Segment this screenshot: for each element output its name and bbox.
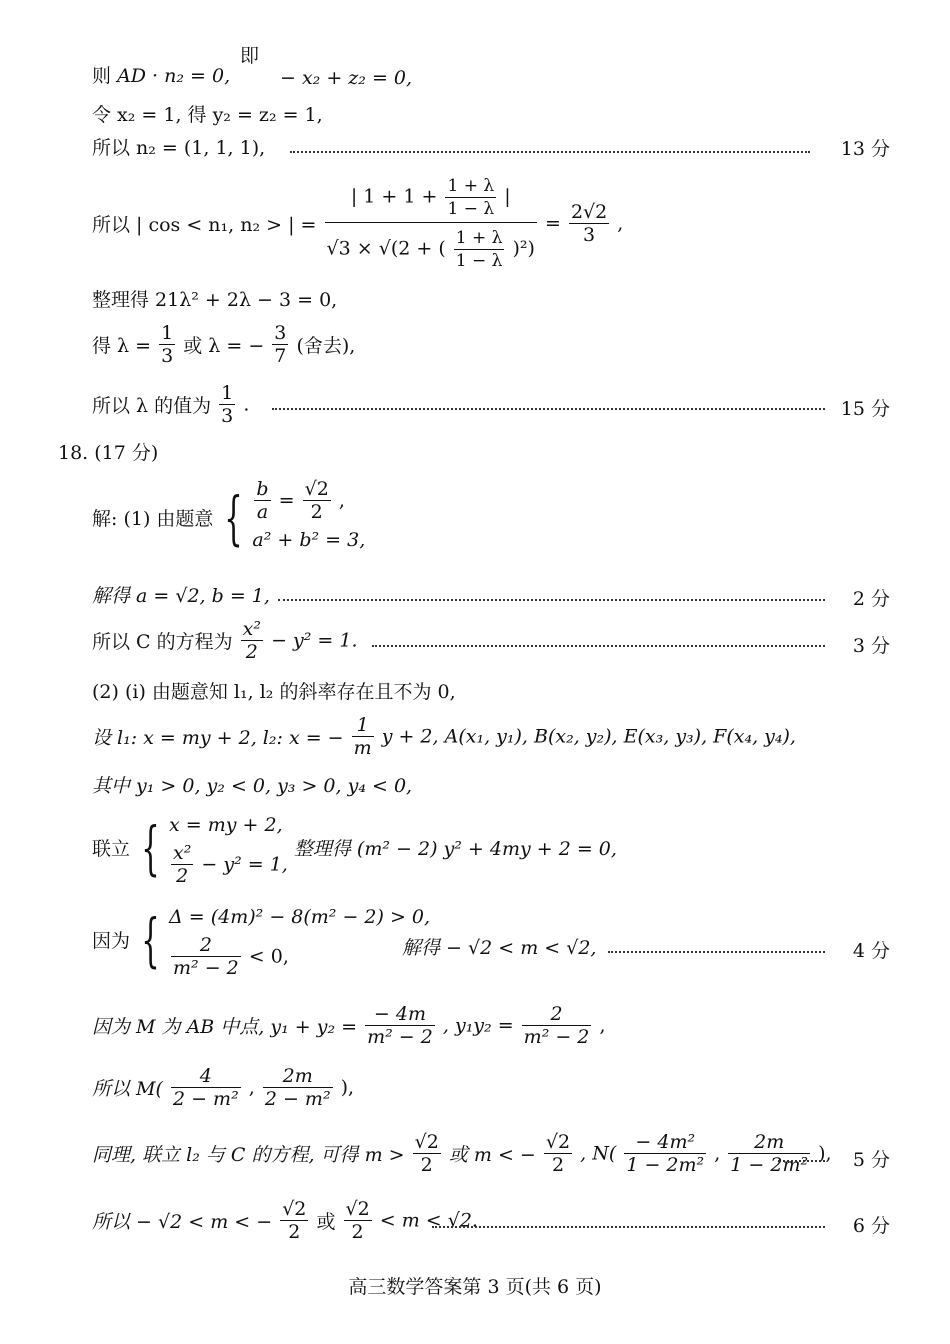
dot-leader: [290, 151, 810, 153]
text-solve-m-range: 解得 − √2 < m < √2,: [402, 937, 597, 959]
dot-leader: [278, 599, 825, 601]
line-similarly-n: 同理, 联立 l₂ 与 C 的方程, 可得 m > $\frac{√2}{2}$ 或 m < − $\frac{√2}{2}$ , N( $\frac{\text{− 4m²}}{\text{1 − 2m²}}$ , $\frac{2m}{\text{1 − 2m²}}$ ),: [92, 1131, 832, 1176]
line-point-m: 所以 M( $\frac{4}{\text{2 − m²}}$ , $\frac{2m}{\text{2 − m²}}$ ),: [92, 1065, 355, 1110]
score-13: 13 分: [840, 138, 890, 160]
score-15: 15 分: [840, 398, 890, 420]
line-set-lines: 设 l₁: x = my + 2, l₂: x = − $\frac{1}{m}$ y + 2, A(x₁, y₁), B(x₂, y₂), E(x₃, y₃), F(x₄, y₄),: [92, 714, 796, 759]
line-lambda-value: 所以 λ 的值为 $\frac{1}{3}$ .: [92, 382, 250, 427]
dot-leader: [372, 645, 825, 647]
dot-leader: [272, 408, 825, 410]
equation-ad-n2: AD · n₂ = 0,: [117, 65, 231, 87]
score-3: 3 分: [852, 635, 890, 657]
cosine-fraction: | 1 + 1 + $\frac{1 + \lambda}{1 - \lambda}$ | √3 × √(2 + ( $\frac{1 + \lambda}{1 - \lambda}$ )²): [326, 176, 535, 271]
line-lambda-solutions: 得 λ = $\frac{1}{3}$ 或 λ = − $\frac{3}{7}$ (舍去),: [92, 322, 356, 367]
line-solve-a-b: 解得 a = √2, b = 1,: [92, 585, 270, 607]
dot-leader: [432, 1226, 825, 1228]
line-because-discriminant: 因为 { Δ = (4m)² − 8(m² − 2) > 0, $\frac{2}{\text{m² − 2}}$ < 0,: [92, 905, 431, 979]
line-combine-system: 联立 { x = my + 2, $\frac{\text{x²}}{2}$ − y² = 1, 整理得 (m² − 2) y² + 4my + 2 = 0,: [92, 813, 617, 887]
score-6: 6 分: [852, 1215, 890, 1237]
line-ad-dot-n2: [92, 42, 230, 88]
line-part1-system: 解: (1) 由题意 { $\frac{b}{a}$ = $\frac{√2}{2}$ , a² + b² = 3,: [92, 478, 366, 552]
line-part2-slopes: (2) (ⅰ) 由题意知 l₁, l₂ 的斜率存在且不为 0,: [92, 681, 456, 703]
text: 则: [92, 65, 112, 87]
question-18-heading: 18. (17 分): [58, 442, 159, 464]
line-set-x2: 令 x₂ = 1, 得 y₂ = z₂ = 1,: [92, 104, 323, 126]
line-cosine-formula: 所以 | cos < n₁, n₂ > | = | 1 + 1 + $\frac{1 + \lambda}{1 - \lambda}$ | √3 × √(2 + ( $\frac{1 + \lambda}{1 - \lambda}$ )²) = $\frac{2√2}{3}$ ,: [92, 176, 624, 271]
dot-leader: [778, 1160, 825, 1162]
dot-leader: [608, 951, 825, 953]
line-simplify: 整理得 21λ² + 2λ − 3 = 0,: [92, 289, 338, 311]
line-n2-vector: 所以 n₂ = (1, 1, 1),: [92, 137, 266, 159]
score-2: 2 分: [852, 588, 890, 610]
score-4: 4 分: [852, 940, 890, 962]
line-midpoint-m: 因为 M 为 AB 中点, y₁ + y₂ = $\frac{- 4m}{\text{m² − 2}}$ , y₁y₂ = $\frac{2}{\text{m² − 2}}$ ,: [92, 1003, 606, 1048]
score-5: 5 分: [852, 1149, 890, 1171]
line-final-m-range: 所以 − √2 < m < − $\frac{√2}{2}$ 或 $\frac{√2}{2}$ < m < √2.: [92, 1198, 478, 1243]
line-where-y: 其中 y₁ > 0, y₂ < 0, y₃ > 0, y₄ < 0,: [92, 775, 413, 797]
text-ji: 即: [240, 45, 260, 67]
line-equation-c: 所以 C 的方程为 $\frac{\text{x²}}{2}$ − y² = 1.: [92, 618, 358, 663]
page-footer: 高三数学答案第 3 页(共 6 页): [348, 1276, 602, 1298]
equation-x2-z2: − x₂ + z₂ = 0,: [280, 67, 413, 89]
